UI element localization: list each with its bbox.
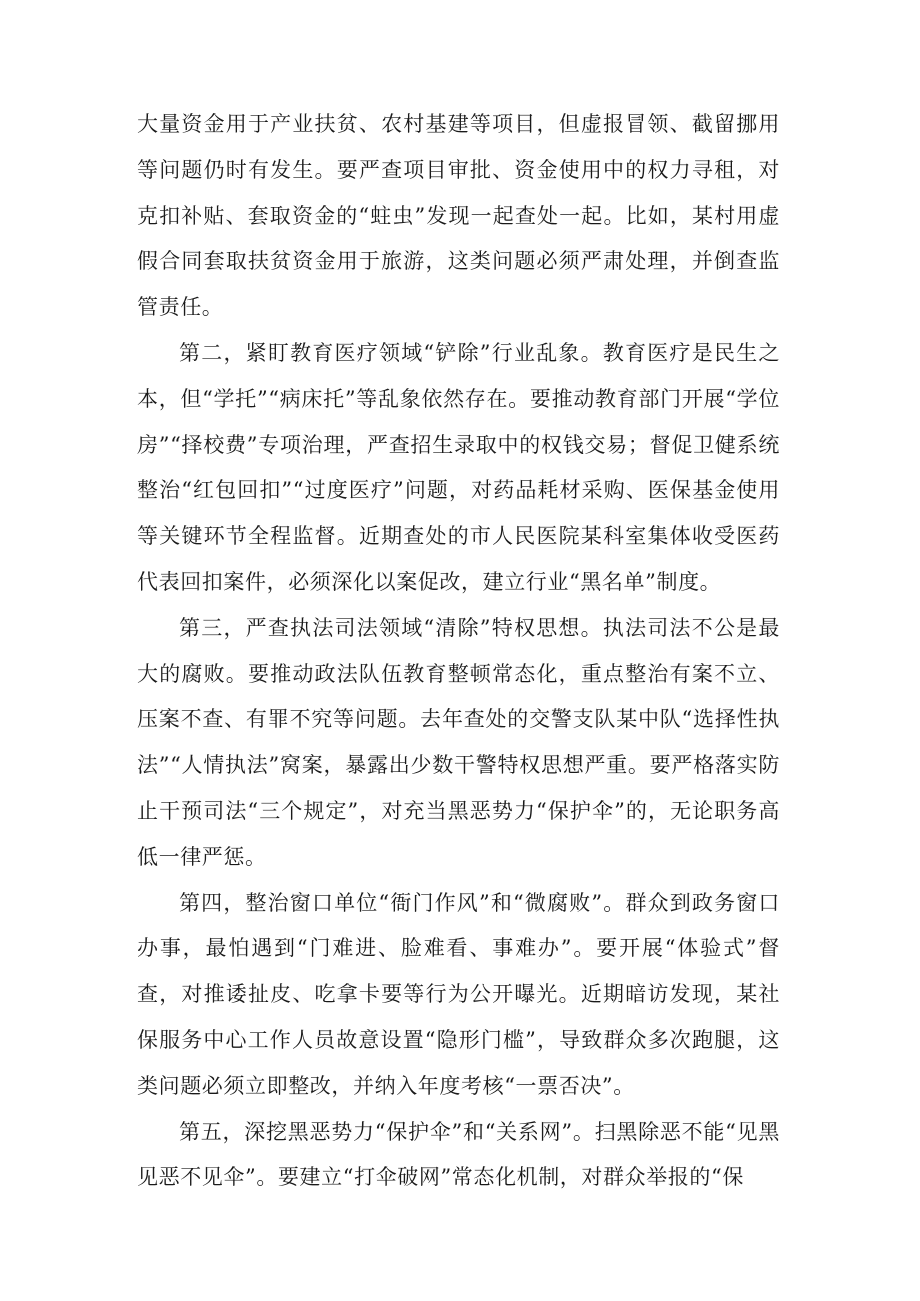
document-body [137,102,780,1201]
paragraph-second-point: 第二，紧盯教育医疗领域“铲除”行业乱象。教育医疗是民生之本，但“学托”“病床托”等乱象依然存在。要推动教育部门开展“学位房”“择校费”专项治理，严查招生录取中的权钱交易；督促卫健系统整治“红包回扣”“过度医疗”问题，对药品耗材采购、医保基金使用等关键环节全程监督。近期查处的市人民医院某科室集体收受医药代表回扣案件，必须深化以案促改，建立行业“黑名单”制度。 [137,340,780,594]
paragraph-continued: 大量资金用于产业扶贫、农村基建等项目，但虚报冒领、截留挪用等问题仍时有发生。要严查项目审批、资金使用中的权力寻租，对克扣补贴、套取资金的“蛀虫”发现一起查处一起。比如，某村用虚假合同套取扶贫资金用于旅游，这类问题必须严肃处理，并倒查监管责任。 [137,112,780,320]
paragraph-fourth-point: 第四，整治窗口单位“衙门作风”和“微腐败”。群众到政务窗口办事，最怕遇到“门难进、脸难看、事难办”。要开展“体验式”督查，对推诿扯皮、吃拿卡要等行为公开曝光。近期暗访发现，某社保服务中心工作人员故意设置“隐形门槛”，导致群众多次跑腿，这类问题必须立即整改，并纳入年度考核“一票否决”。 [137,890,780,1098]
paragraph-fifth-point: 第五，深挖黑恶势力“保护伞”和“关系网”。扫黑除恶不能“见黑见恶不见伞”。要建立“打伞破网”常态化机制，对群众举报的“保 [137,1119,780,1190]
paragraph-third-point: 第三，严查执法司法领域“清除”特权思想。执法司法不公是最大的腐败。要推动政法队伍教育整顿常态化，重点整治有案不立、压案不查、有罪不究等问题。去年查处的交警支队某中队“选择性执法”“人情执法”窝案，暴露出少数干警特权思想严重。要严格落实防止干预司法“三个规定”，对充当黑恶势力“保护伞”的，无论职务高低一律严惩。 [137,615,780,869]
